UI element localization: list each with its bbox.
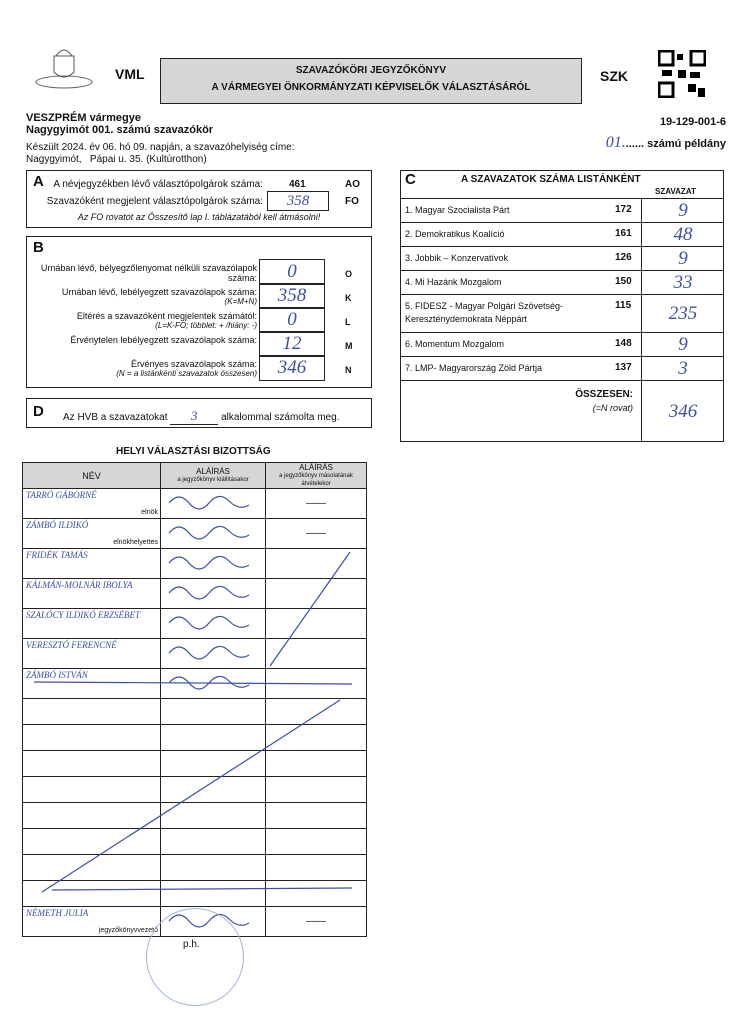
party-name: 3. Jobbik – Konzervatívok bbox=[405, 253, 509, 263]
party-votes: 9 bbox=[641, 333, 724, 357]
made-date: Készült 2024. év 06. hó 09. napján, a szavazóhelyiség címe: bbox=[26, 142, 295, 153]
total-row bbox=[401, 380, 723, 442]
copy-signature-cell: —— bbox=[266, 519, 367, 549]
party-votes: 33 bbox=[641, 271, 724, 295]
copy-number-value: 01. bbox=[605, 134, 626, 151]
party-row bbox=[401, 198, 723, 223]
party-row bbox=[401, 270, 723, 295]
b-code: K bbox=[345, 293, 352, 303]
coat-of-arms-icon bbox=[34, 42, 94, 92]
table-header bbox=[23, 463, 367, 489]
party-row bbox=[401, 222, 723, 247]
col2-title: ALÁÍRÁS bbox=[196, 466, 230, 476]
party-name: 7. LMP- Magyarország Zöld Pártja bbox=[405, 363, 543, 373]
b-value-box: 12 bbox=[259, 331, 325, 357]
copy-signature-cell: —— bbox=[266, 907, 367, 937]
party-code: 126 bbox=[615, 252, 632, 263]
member-name: NÉMETH JULIA bbox=[26, 908, 89, 918]
section-d bbox=[26, 398, 372, 428]
party-name: 5. FIDESZ - Magyar Polgári Szövetség-Kereszténydemokrata Néppárt bbox=[405, 301, 564, 324]
col2-sub: a jegyzőkönyv kiállításakor bbox=[177, 476, 249, 483]
appeared-value: 358 bbox=[267, 191, 329, 211]
b-code: N bbox=[345, 365, 352, 375]
party-votes: 9 bbox=[641, 199, 724, 223]
member-name: FRIDÉK TAMÁS bbox=[26, 550, 88, 560]
member-name: ZÁMBÓ ISTVÁN bbox=[26, 670, 88, 680]
signature-icon bbox=[161, 489, 261, 513]
b-value-box: 358 bbox=[259, 283, 325, 309]
party-code: 137 bbox=[615, 362, 632, 373]
fo-code: FO bbox=[345, 196, 359, 207]
document-id: 19-129-001-6 bbox=[659, 116, 726, 128]
section-letter: C bbox=[405, 171, 416, 188]
section-c bbox=[400, 170, 724, 442]
member-name: SZALÓCY ILDIKÓ ERZSÉBET bbox=[26, 610, 141, 620]
member-name: ZÁMBÓ ILDIKÓ bbox=[26, 520, 89, 530]
b-sub: (N = a listánkénti szavazatok összesen) bbox=[116, 369, 257, 378]
party-votes: 48 bbox=[641, 223, 724, 247]
party-code: 172 bbox=[615, 204, 632, 215]
party-votes: 9 bbox=[641, 247, 724, 271]
count-sentence bbox=[63, 408, 339, 425]
section-b bbox=[26, 236, 372, 388]
b-row-label bbox=[31, 335, 257, 345]
official-stamp bbox=[146, 908, 244, 1006]
count-before: Az HVB a szavazatokat bbox=[63, 412, 168, 423]
party-code: 115 bbox=[615, 300, 632, 311]
member-name: VERESZTÓ FERENCNÉ bbox=[26, 640, 117, 650]
party-code: 148 bbox=[615, 338, 632, 349]
copy-signature-cell: —— bbox=[266, 489, 367, 519]
b-code: L bbox=[345, 317, 351, 327]
voters-label: A névjegyzékben lévő választópolgárok száma: bbox=[53, 179, 263, 190]
member-name-cell bbox=[23, 489, 161, 519]
party-votes: 235 bbox=[641, 295, 724, 333]
qr-code-icon bbox=[658, 50, 706, 98]
total-label: ÖSSZESEN: bbox=[575, 389, 633, 400]
member-role: jegyzőkönyvvezető bbox=[98, 927, 158, 934]
col3-sub: a jegyzőkönyv másolatának átvételekor bbox=[279, 472, 353, 487]
party-name: 6. Momentum Mozgalom bbox=[405, 339, 505, 349]
total-votes: 346 bbox=[641, 381, 724, 442]
count-after: alkalommal számolta meg. bbox=[221, 412, 340, 423]
section-letter: D bbox=[33, 403, 44, 420]
party-row bbox=[401, 356, 723, 381]
b-row-label bbox=[31, 311, 257, 331]
b-sub: (K=M+N) bbox=[224, 297, 257, 306]
b-row-label bbox=[31, 359, 257, 379]
appeared-label: Szavazóként megjelent választópolgárok száma: bbox=[46, 196, 263, 207]
section-c-title: A SZAVAZATOK SZÁMA LISTÁNKÉNT bbox=[461, 174, 641, 185]
copy-label: ...... számú példány bbox=[625, 138, 726, 150]
party-code: 150 bbox=[615, 276, 632, 287]
member-name: KÁLMÁN-MOLNÁR IBOLYA bbox=[26, 580, 133, 590]
member-role: elnök bbox=[141, 509, 158, 516]
stamp-label: p.h. bbox=[183, 939, 200, 950]
vml-code: VML bbox=[115, 66, 145, 82]
b-row-label bbox=[31, 263, 257, 283]
b-row-label bbox=[31, 287, 257, 307]
col-name: NÉV bbox=[23, 463, 161, 489]
b-code: O bbox=[345, 269, 353, 279]
section-letter: A bbox=[33, 173, 44, 190]
ao-code: AO bbox=[345, 179, 360, 190]
col-signature-copy bbox=[266, 463, 367, 489]
member-role: elnökhelyettes bbox=[113, 539, 158, 546]
copy-number bbox=[606, 134, 726, 152]
b-value-box: 0 bbox=[259, 259, 325, 285]
strike-lines bbox=[22, 540, 367, 920]
district: Nagygyimót 001. számú szavazókör bbox=[26, 124, 214, 136]
address: Nagygyimót, Pápai u. 35. (Kultúrotthon) bbox=[26, 154, 207, 165]
signature-cell bbox=[161, 489, 266, 519]
b-label: Érvényes szavazólapok száma: bbox=[130, 359, 257, 369]
party-name: 2. Demokratikus Koalíció bbox=[405, 229, 505, 239]
party-code: 161 bbox=[615, 228, 632, 239]
b-label: Eltérés a szavazóként megjelentek számától: bbox=[76, 311, 257, 321]
b-value-box: 346 bbox=[259, 355, 325, 381]
b-label: Érvénytelen lebélyegzett szavazólapok száma: bbox=[70, 335, 257, 345]
fo-note: Az FO rovatot az Összesítő lap I. táblázatából kell átmásolni! bbox=[77, 212, 321, 222]
party-row bbox=[401, 332, 723, 357]
party-row bbox=[401, 294, 723, 333]
votes-column-header: SZAVAZAT bbox=[655, 187, 696, 196]
b-sub: (L=K-FO; többlet: + /hiány: -) bbox=[155, 321, 257, 330]
col3-title: ALÁÍRÁS bbox=[299, 462, 333, 472]
title-box bbox=[160, 58, 582, 104]
total-sub: (=N rovat) bbox=[592, 403, 633, 413]
szk-code: SZK bbox=[600, 68, 628, 84]
b-label: Urnában lévő, lebélyegzett szavazólapok száma: bbox=[61, 287, 257, 297]
party-row bbox=[401, 246, 723, 271]
col-signature bbox=[161, 463, 266, 489]
voters-value: 461 bbox=[289, 179, 306, 190]
committee-title: HELYI VÁLASZTÁSI BIZOTTSÁG bbox=[116, 446, 271, 457]
count-value: 3 bbox=[170, 408, 218, 425]
section-letter: B bbox=[33, 239, 44, 256]
b-label: Urnában lévő, bélyegzőlenyomat nélküli szavazólapok száma: bbox=[40, 263, 257, 283]
b-code: M bbox=[345, 341, 353, 351]
title-line1: SZAVAZÓKÖRI JEGYZŐKÖNYV bbox=[295, 65, 447, 76]
section-a bbox=[26, 170, 372, 228]
party-name: 1. Magyar Szocialista Párt bbox=[405, 205, 510, 215]
party-name: 4. Mi Hazánk Mozgalom bbox=[405, 277, 502, 287]
b-value-box: 0 bbox=[259, 307, 325, 333]
county: VESZPRÉM vármegye bbox=[26, 112, 141, 124]
table-row bbox=[23, 489, 367, 519]
title-line2: A VÁRMEGYEI ÖNKORMÁNYZATI KÉPVISELŐK VÁLASZTÁSÁRÓL bbox=[211, 82, 531, 93]
member-name: TARRÓ GÁBORNÉ bbox=[26, 490, 97, 500]
party-votes: 3 bbox=[641, 357, 724, 381]
